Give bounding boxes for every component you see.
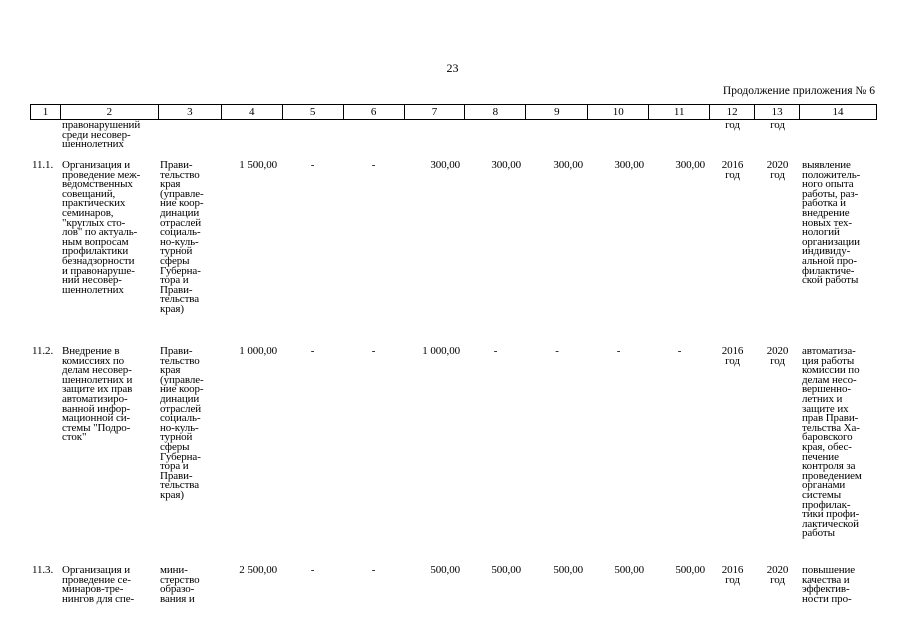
program-table	[30, 120, 877, 616]
activity-title: Организация и проведение се- минаров-тре- нингов для спе-	[62, 564, 135, 605]
header-col-13: 13	[755, 105, 800, 119]
start-year: 2016 год	[721, 345, 744, 367]
value-col-10: 300,00	[614, 159, 644, 171]
value-col-7: 1 000,00	[422, 345, 460, 357]
value-col-6: -	[371, 345, 376, 357]
value-col-5: -	[310, 159, 315, 171]
row-number: 11.1.	[32, 159, 54, 171]
executor: Прави- тельство края (управле- ние коор- динации отраслей социаль- но-куль- турной сферы Губерна- тора и Прави- тельства края)	[160, 159, 204, 315]
table-row	[30, 154, 877, 347]
header-col-9: 9	[526, 105, 588, 119]
end-year: 2020 год	[766, 345, 789, 367]
header-col-12: 12	[710, 105, 755, 119]
total-amount: 1 500,00	[239, 159, 277, 171]
header-col-11: 11	[649, 105, 710, 119]
carryover-title: правонарушений среди несовер- шеннолетних	[62, 119, 141, 151]
end-year: 2020 год	[766, 159, 789, 181]
row-number: 11.3.	[32, 564, 54, 576]
total-amount: 2 500,00	[239, 564, 277, 576]
header-col-4: 4	[222, 105, 283, 119]
continuation-label: Продолжение приложения № 6	[722, 85, 875, 97]
activity-title: Организация и проведение меж- ведомственных совещаний, практических семинаров, "круглых сто- лов" по актуаль- ным вопросам профилактики безнадзорности и правонаруше- ний несовер- шеннолетних	[62, 159, 141, 296]
value-col-11: 500,00	[675, 564, 705, 576]
expected-result: автоматиза- ция работы комиссии по делам несо- вершенно- летних и защите их прав Прави- тельства Ха- баровского края, обес- печение контроля за проведением органами системы профилак- тики профи- лактической работы	[802, 345, 862, 540]
header-col-10: 10	[588, 105, 649, 119]
value-col-5: -	[310, 345, 315, 357]
value-col-6: -	[371, 564, 376, 576]
header-col-3: 3	[159, 105, 222, 119]
header-col-8: 8	[465, 105, 526, 119]
value-col-7: 500,00	[430, 564, 460, 576]
header-col-2: 2	[61, 105, 159, 119]
header-col-1: 1	[31, 105, 61, 119]
start-year: 2016 год	[721, 159, 744, 181]
executor: Прави- тельство края (управле- ние коор- динации отраслей социаль- но-куль- турной сферы Губерна- тора и Прави- тельства края)	[160, 345, 204, 501]
carryover-start-year: год	[725, 119, 740, 131]
activity-title: Внедрение в комиссиях по делам несовер- шеннолетних и защите их прав автоматизиро- ванной инфор- мационной си- стемы "Подро- сток"	[62, 345, 133, 444]
carryover-row	[30, 120, 877, 154]
value-col-8: 300,00	[491, 159, 521, 171]
header-col-14: 14	[832, 106, 844, 118]
page-number: 23	[446, 61, 459, 75]
value-col-10: 500,00	[614, 564, 644, 576]
table-row	[30, 347, 877, 566]
value-col-9: 500,00	[553, 564, 583, 576]
value-col-9: -	[555, 345, 559, 357]
value-col-8: -	[493, 345, 498, 357]
header-col-6: 6	[344, 105, 405, 119]
total-amount: 1 000,00	[239, 345, 277, 357]
executor: мини- стерство образо- вания и	[160, 564, 200, 605]
end-year: 2020 год	[766, 564, 789, 586]
value-col-10: -	[616, 345, 621, 357]
value-col-8: 500,00	[491, 564, 521, 576]
expected-result: повышение качества и эффектив- ности про-	[802, 564, 856, 605]
value-col-9: 300,00	[553, 159, 583, 171]
value-col-11: 300,00	[675, 159, 705, 171]
expected-result: выявление положитель- ного опыта работы, раз- работка и внедрение новых тех- нологий организации индивиду- альной про- филактиче- ской работы	[802, 159, 861, 287]
table-row	[30, 566, 877, 616]
start-year: 2016 год	[721, 564, 744, 586]
value-col-5: -	[310, 564, 315, 576]
header-col-7: 7	[405, 105, 466, 119]
value-col-6: -	[371, 159, 376, 171]
header-col-5: 5	[283, 105, 344, 119]
row-number: 11.2.	[32, 345, 54, 357]
value-col-11: -	[677, 345, 682, 357]
carryover-end-year: год	[770, 119, 785, 131]
value-col-7: 300,00	[430, 159, 460, 171]
table-header	[30, 104, 877, 120]
